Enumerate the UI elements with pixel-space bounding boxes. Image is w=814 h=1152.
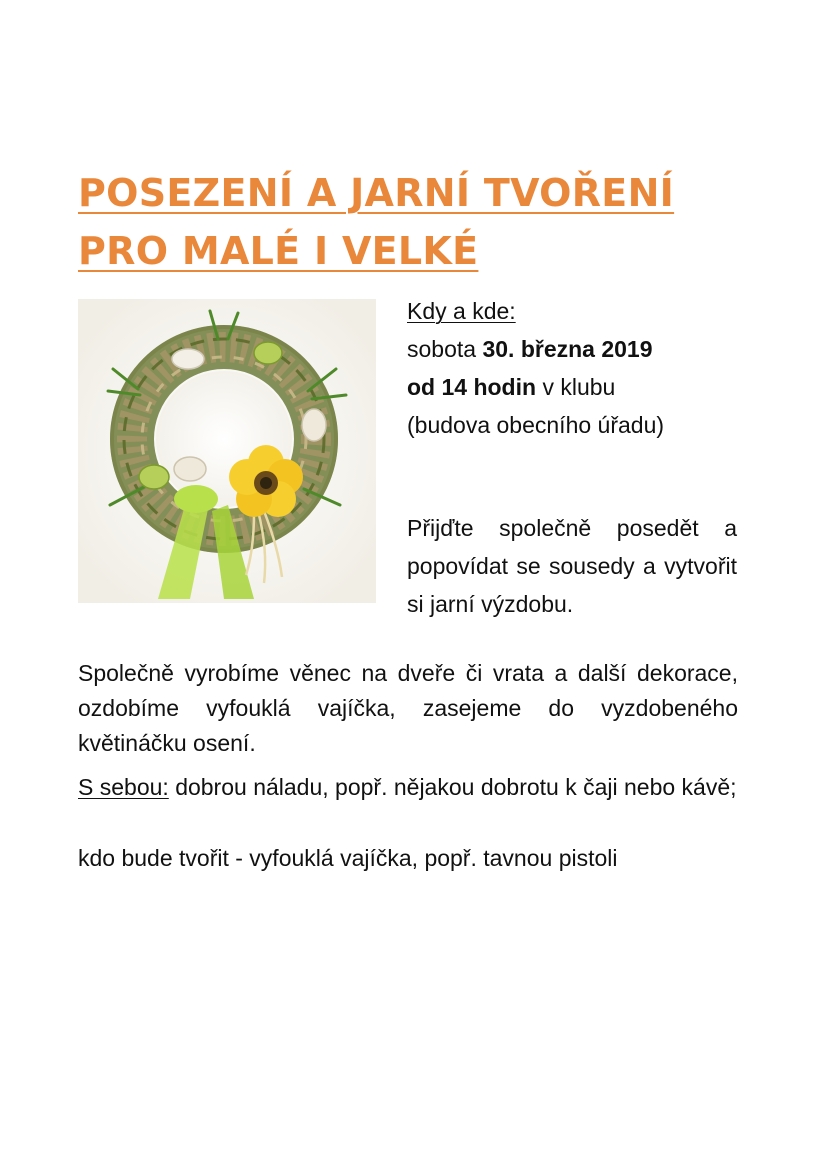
activities-paragraph: Společně vyrobíme věnec na dveře či vrata a další dekorace, ozdobíme vyfouklá vajíčka, zasejeme do vyzdobeného květináčku osení. bbox=[78, 660, 738, 756]
bring-label: S sebou: bbox=[78, 774, 169, 800]
event-details bbox=[407, 292, 737, 444]
page-title bbox=[78, 164, 758, 280]
event-place: v klubu bbox=[542, 374, 616, 400]
invitation-text: Přijďte společně posedět a popovídat se sousedy a vytvořit si jarní výzdobu. bbox=[407, 515, 737, 617]
event-date: 30. března 2019 bbox=[482, 336, 653, 362]
when-where-heading: Kdy a kde: bbox=[407, 298, 516, 324]
event-date-line bbox=[407, 330, 737, 368]
title-line-2: PRO MALÉ I VELKÉ bbox=[78, 229, 479, 273]
easter-wreath-photo bbox=[78, 299, 376, 603]
event-building: (budova obecního úřadu) bbox=[407, 412, 665, 438]
title-line-1: POSEZENÍ A JARNÍ TVOŘENÍ bbox=[78, 171, 675, 215]
creators-note: kdo bude tvořit - vyfouklá vajíčka, popř. tavnou pistoli bbox=[78, 845, 618, 871]
event-day: sobota bbox=[407, 336, 477, 362]
event-time: od 14 hodin bbox=[407, 374, 537, 400]
wreath-illustration bbox=[78, 299, 376, 603]
bring-text: dobrou náladu, popř. nějakou dobrotu k čaji nebo kávě; bbox=[175, 774, 737, 800]
bring-paragraph bbox=[78, 770, 738, 805]
event-time-line bbox=[407, 368, 737, 406]
